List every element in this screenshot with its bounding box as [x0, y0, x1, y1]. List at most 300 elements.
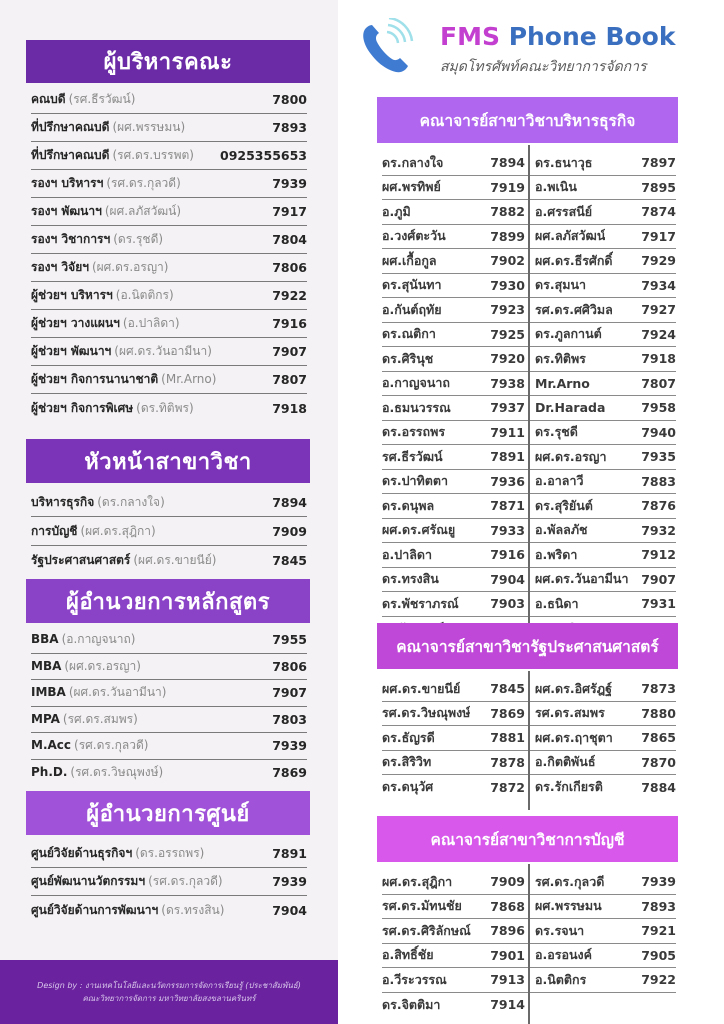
faculty-name: ดร.อรรถพร — [382, 424, 446, 440]
faculty-entry — [529, 494, 676, 519]
faculty-entry — [529, 347, 676, 372]
person-name: (ผศ.ดร.สุฎิกา) — [80, 523, 156, 538]
column-divider — [528, 671, 530, 810]
faculty-name: รศ.ดร.วิษณุพงษ์ — [382, 705, 471, 721]
person-name: (ผศ.ดร.อรญา) — [91, 260, 169, 274]
faculty-entry — [382, 176, 529, 201]
faculty-entry — [382, 968, 529, 993]
faculty-entry — [382, 225, 529, 250]
phone-extension: 7937 — [490, 400, 525, 416]
person-name: (รศ.ดร.บรรพต) — [112, 148, 194, 162]
faculty-name: อ.พเนิน — [535, 179, 577, 195]
phone-extension: 7918 — [641, 351, 676, 367]
contact-row — [31, 394, 307, 422]
phone-extension: 7927 — [641, 302, 676, 318]
faculty-name: อ.วงศ์ตะวัน — [382, 228, 446, 244]
faculty-entry — [529, 298, 676, 323]
faculty-name: อ.ธนิดา — [535, 595, 579, 611]
contact-row — [31, 86, 307, 114]
footer-line-1: Design by : งานเทคโนโลยีและนวัตกรรมการจัดการเรียนรู้ (ประชาสัมพันธ์) — [37, 981, 301, 990]
phone-extension: 7894 — [272, 494, 307, 510]
faculty-name: ผศ.ดร.ฤาชุตา — [535, 729, 613, 745]
title-phone-book: Phone Book — [508, 22, 676, 51]
faculty-name: ผศ.พรทิพย์ — [382, 179, 441, 195]
person-name: (ผศ.ดร.ขายนีย์) — [133, 553, 217, 567]
phone-extension: 7894 — [490, 155, 525, 171]
role-label: MPA — [31, 711, 60, 726]
contact-row — [31, 840, 307, 868]
role-label: รองฯ บริหารฯ — [31, 176, 104, 190]
person-name: (ดร.ทรงสิน) — [161, 902, 225, 917]
contact-label — [31, 901, 224, 920]
phone-extension: 7845 — [272, 553, 307, 568]
phone-extension: 7878 — [490, 754, 525, 770]
phone-extension: 7921 — [641, 923, 676, 939]
person-name: (ผศ.ลภัสวัฒน์) — [104, 204, 182, 218]
contact-row — [31, 760, 307, 787]
faculty-name: ผศ.ลภัสวัฒน์ — [535, 228, 606, 244]
contact-row — [31, 654, 307, 681]
role-label: รองฯ วิจัยฯ — [31, 260, 89, 274]
faculty-entry — [382, 372, 529, 397]
faculty-name: รศ.ดร.กุลวดี — [535, 873, 605, 889]
phone-extension: 7899 — [490, 228, 525, 244]
person-name: (รศ.ดร.กุลวดี) — [74, 738, 149, 753]
contact-label — [31, 844, 204, 863]
contact-label — [31, 872, 223, 891]
faculty-name: อ.วีระวรรณ — [382, 971, 447, 987]
faculty-entry — [529, 870, 676, 895]
contact-label — [31, 736, 148, 755]
phone-extension: 7922 — [272, 288, 307, 303]
faculty-entry — [529, 702, 676, 727]
phone-extension: 7871 — [490, 498, 525, 514]
faculty-name: อ.ศรรสนีย์ — [535, 203, 593, 219]
faculty-entry — [382, 775, 529, 800]
phone-extension: 7939 — [272, 874, 307, 889]
faculty-name: ดร.ธนาวุธ — [535, 154, 593, 170]
contact-label — [31, 551, 216, 570]
accounting-faculty-grid — [382, 870, 676, 1017]
phone-extension: 7938 — [490, 375, 525, 391]
contact-row — [31, 546, 307, 575]
phone-extension: 7902 — [490, 253, 525, 269]
phone-extension: 7845 — [490, 681, 525, 697]
phone-extension: 7932 — [641, 522, 676, 538]
phone-extension: 7807 — [272, 372, 307, 387]
faculty-name: อ.นิตติกร — [535, 971, 587, 987]
person-name: (ผศ.ดร.อรญา) — [64, 658, 141, 673]
dept-heads-header: หัวหน้าสาขาวิชา — [26, 439, 310, 483]
contact-row — [31, 114, 307, 142]
phone-extension: 7904 — [272, 902, 307, 918]
contact-label — [31, 399, 194, 418]
faculty-name: อ.ภูมิ — [382, 203, 411, 219]
phone-extension: 7868 — [490, 898, 525, 914]
contact-label — [31, 90, 135, 109]
person-name: (Mr.Arno) — [161, 372, 217, 386]
contact-row — [31, 254, 307, 282]
phone-extension: 7800 — [272, 92, 307, 107]
faculty-name: ดร.รจนา — [535, 922, 585, 938]
phone-extension: 7880 — [641, 705, 676, 721]
faculty-entry — [382, 519, 529, 544]
phone-extension: 7876 — [641, 498, 676, 514]
faculty-name: ดร.ธัญรดี — [382, 729, 435, 745]
faculty-name: ผศ.ดร.ขายนีย์ — [382, 680, 461, 696]
phone-extension: 7909 — [490, 874, 525, 890]
phone-extension: 7807 — [641, 375, 676, 391]
contact-row — [31, 282, 307, 310]
phone-extension: 7925 — [490, 326, 525, 342]
role-label: คณบดี — [31, 92, 66, 106]
role-label: ที่ปรึกษาคณบดี — [31, 120, 110, 134]
public-admin-faculty-grid — [382, 677, 676, 800]
role-label: ผู้ช่วยฯ กิจการนานาชาติ — [31, 372, 159, 386]
phone-extension: 7881 — [490, 730, 525, 746]
faculty-entry — [529, 751, 676, 776]
business-faculty-header: คณาจารย์สาขาวิชาบริหารธุรกิจ — [377, 97, 678, 143]
faculty-entry — [382, 895, 529, 920]
phone-extension: 7896 — [490, 923, 525, 939]
executives-header: ผู้บริหารคณะ — [26, 40, 310, 83]
role-label: MBA — [31, 658, 62, 673]
role-label: การบัญชี — [31, 523, 78, 538]
phone-extension: 7930 — [490, 277, 525, 293]
faculty-name: ดร.ดนุพล — [382, 497, 435, 513]
person-name: (รศ.ดร.กุลวดี) — [106, 176, 181, 190]
person-name: (รศ.ดร.กุลวดี) — [148, 874, 223, 888]
role-label: BBA — [31, 632, 59, 647]
footer-line-2: คณะวิทยาการจัดการ มหาวิทยาลัยสงขลานครินทร์ — [82, 994, 256, 1003]
contact-row — [31, 198, 307, 226]
faculty-entry — [382, 445, 529, 470]
phone-extension: 7909 — [272, 523, 307, 539]
contact-label — [31, 683, 166, 702]
phone-extension: 7955 — [272, 632, 307, 648]
person-name: (อ.นิตติกร) — [115, 288, 174, 302]
contact-label — [31, 493, 165, 512]
phone-extension: 7804 — [272, 232, 307, 247]
faculty-entry — [382, 702, 529, 727]
center-directors-header: ผู้อำนวยการศูนย์ — [26, 791, 310, 835]
person-name: (รศ.ดร.สมพร) — [62, 711, 138, 726]
phone-extension: 7897 — [641, 155, 676, 171]
phone-extension: 7918 — [272, 400, 307, 416]
role-label: IMBA — [31, 685, 66, 700]
faculty-entry — [529, 592, 676, 617]
public-admin-faculty-header: คณาจารย์สาขาวิชารัฐประศาสนศาสตร์ — [377, 623, 678, 669]
phone-extension: 7934 — [641, 277, 676, 293]
contact-row — [31, 170, 307, 198]
faculty-name: ดร.ทรงสิน — [382, 571, 439, 587]
faculty-name: ดร.ดนุวัศ — [382, 779, 434, 795]
contact-label — [31, 342, 212, 361]
contact-label — [31, 370, 216, 389]
business-faculty-grid — [382, 151, 676, 641]
faculty-entry — [382, 993, 529, 1018]
person-name: (ดร.รุชดี) — [113, 232, 164, 246]
faculty-name: ดร.กลางใจ — [382, 154, 444, 170]
faculty-name: อ.กาญจนาถ — [382, 375, 450, 391]
phone-signal-icon — [360, 18, 422, 74]
faculty-entry — [382, 249, 529, 274]
faculty-entry — [529, 372, 676, 397]
faculty-entry — [382, 298, 529, 323]
faculty-name: ผศ.ดร.สุฎิกา — [382, 873, 453, 889]
column-divider — [528, 864, 530, 1024]
faculty-name: ดร.จิตติมา — [382, 996, 441, 1012]
faculty-entry — [382, 543, 529, 568]
phone-extension: 7865 — [641, 730, 676, 746]
app-title — [440, 22, 675, 51]
phone-extension: 7933 — [490, 522, 525, 538]
faculty-name: อ.พัลลภัช — [535, 522, 588, 538]
faculty-entry — [529, 993, 676, 1018]
faculty-name: ดร.สุมนา — [535, 277, 587, 293]
contact-row — [31, 517, 307, 546]
accounting-faculty-header: คณาจารย์สาขาวิชาการบัญชี — [377, 816, 678, 862]
role-label: ผู้ช่วยฯ กิจการพิเศษ — [31, 400, 134, 415]
contact-label — [31, 258, 168, 277]
brand-header — [360, 18, 720, 78]
phone-extension: 7917 — [641, 228, 676, 244]
faculty-entry — [382, 347, 529, 372]
faculty-entry — [529, 176, 676, 201]
role-label: รองฯ วิชาการฯ — [31, 232, 111, 246]
phone-extension: 7893 — [272, 120, 307, 135]
phone-extension: 7912 — [641, 547, 676, 563]
faculty-name: ดร.รุชดี — [535, 424, 578, 440]
phone-extension: 7893 — [641, 898, 676, 914]
phone-extension: 7907 — [641, 571, 676, 587]
footer-credit — [0, 960, 338, 1024]
faculty-name: ดร.ณติกา — [382, 326, 436, 342]
phone-extension: 7920 — [490, 351, 525, 367]
faculty-entry — [529, 151, 676, 176]
phone-extension: 7891 — [272, 846, 307, 861]
faculty-entry — [529, 323, 676, 348]
phone-extension: 7958 — [641, 400, 676, 416]
faculty-entry — [529, 470, 676, 495]
person-name: (ผศ.ดร.วันอามีนา) — [114, 344, 212, 358]
person-name: (อ.ปาลิดา) — [122, 316, 180, 330]
faculty-entry — [382, 323, 529, 348]
phone-extension: 7874 — [641, 204, 676, 220]
phone-extension: 7869 — [490, 705, 525, 721]
role-label: ผู้ช่วยฯ บริหารฯ — [31, 288, 113, 302]
faculty-entry — [382, 274, 529, 299]
faculty-name: ดร.ภูลกานต์ — [535, 326, 602, 342]
contact-label — [31, 146, 194, 165]
faculty-name: ดร.สุนันทา — [382, 277, 442, 293]
faculty-entry — [382, 568, 529, 593]
contact-label — [31, 763, 163, 782]
faculty-entry — [529, 895, 676, 920]
phone-extension: 7895 — [641, 179, 676, 195]
faculty-entry — [529, 775, 676, 800]
faculty-entry — [529, 568, 676, 593]
contact-label — [31, 522, 156, 541]
phone-extension: 7913 — [490, 972, 525, 988]
faculty-entry — [529, 919, 676, 944]
program-directors-header: ผู้อำนวยการหลักสูตร — [26, 579, 310, 623]
faculty-name: รศ.ดร.ศศิวิมล — [535, 301, 613, 317]
faculty-entry — [382, 751, 529, 776]
phone-extension: 7806 — [272, 260, 307, 275]
phone-extension: 7873 — [641, 681, 676, 697]
phone-extension: 7806 — [272, 658, 307, 674]
faculty-entry — [529, 274, 676, 299]
phone-extension: 7939 — [272, 738, 307, 754]
faculty-name: อ.สิทธิ์ชัย — [382, 947, 434, 963]
contact-label — [31, 174, 181, 193]
role-label: ที่ปรึกษาคณบดี — [31, 148, 110, 162]
phone-extension: 7924 — [641, 326, 676, 342]
phone-extension: 7869 — [272, 765, 307, 781]
phone-extension: 7803 — [272, 711, 307, 727]
phone-extension: 7919 — [490, 179, 525, 195]
faculty-entry — [382, 677, 529, 702]
faculty-entry — [529, 396, 676, 421]
phone-extension: 0925355653 — [220, 148, 307, 163]
contact-row — [31, 627, 307, 654]
faculty-entry — [382, 200, 529, 225]
faculty-entry — [529, 249, 676, 274]
contact-label — [31, 230, 163, 249]
contact-row — [31, 868, 307, 896]
role-label: รองฯ พัฒนาฯ — [31, 204, 102, 218]
phone-extension: 7907 — [272, 685, 307, 701]
person-name: (ดร.ทิติพร) — [136, 400, 194, 415]
contact-row — [31, 488, 307, 517]
faculty-name: ผศ.พรรษมน — [535, 898, 602, 914]
role-label: ผู้ช่วยฯ วางแผนฯ — [31, 316, 120, 330]
app-subtitle: สมุดโทรศัพท์คณะวิทยาการจัดการ — [440, 59, 647, 75]
phone-extension: 7929 — [641, 253, 676, 269]
contact-row — [31, 896, 307, 924]
contact-row — [31, 680, 307, 707]
person-name: (ดร.กลางใจ) — [97, 494, 165, 509]
role-label: รัฐประศาสนศาสตร์ — [31, 553, 131, 567]
faculty-name: Mr.Arno — [535, 375, 590, 391]
faculty-entry — [382, 151, 529, 176]
faculty-name: อ.กิตติพันธ์ — [535, 754, 596, 770]
phone-extension: 7870 — [641, 754, 676, 770]
faculty-name: รศ.ดร.สมพร — [535, 705, 605, 721]
role-label: บริหารธุรกิจ — [31, 494, 95, 509]
person-name: (ดร.อรรถพร) — [135, 846, 205, 860]
phone-extension: 7884 — [641, 779, 676, 795]
faculty-entry — [529, 200, 676, 225]
phone-extension: 7939 — [272, 176, 307, 191]
faculty-name: อ.ธมนวรรณ — [382, 399, 451, 415]
person-name: (อ.กาญจนาถ) — [61, 632, 136, 647]
column-divider — [528, 145, 530, 651]
faculty-entry — [529, 968, 676, 993]
contact-label — [31, 657, 141, 676]
phone-extension: 7914 — [490, 997, 525, 1013]
contact-label — [31, 314, 180, 333]
phone-extension: 7883 — [641, 473, 676, 489]
faculty-name: ดร.สิริวิท — [382, 754, 432, 770]
role-label: Ph.D. — [31, 765, 68, 780]
contact-row — [31, 310, 307, 338]
faculty-name: ผศ.ดร.ศรัณยู — [382, 522, 456, 538]
phone-extension: 7936 — [490, 473, 525, 489]
phone-extension: 7922 — [641, 972, 676, 988]
faculty-name: อ.อาลาวี — [535, 473, 584, 489]
contact-row — [31, 707, 307, 734]
faculty-entry — [529, 543, 676, 568]
phone-extension: 7907 — [272, 344, 307, 359]
faculty-entry — [382, 494, 529, 519]
person-name: (รศ.ดร.วิษณุพงษ์) — [70, 765, 164, 780]
faculty-name: รศ.ดร.ศิริลักษณ์ — [382, 922, 471, 938]
faculty-entry — [382, 421, 529, 446]
contact-row — [31, 338, 307, 366]
role-label: ศูนย์วิจัยด้านการพัฒนาฯ — [31, 902, 159, 917]
contact-label — [31, 286, 174, 305]
contact-label — [31, 202, 181, 221]
contact-label — [31, 710, 138, 729]
contact-row — [31, 226, 307, 254]
phone-extension: 7903 — [490, 596, 525, 612]
contact-row — [31, 366, 307, 394]
phone-extension: 7940 — [641, 424, 676, 440]
person-name: (ผศ.ดร.วันอามีนา) — [68, 685, 167, 700]
faculty-entry — [382, 919, 529, 944]
phone-extension: 7935 — [641, 449, 676, 465]
phone-extension: 7916 — [272, 316, 307, 331]
faculty-name: ดร.พัชราภรณ์ — [382, 595, 459, 611]
faculty-entry — [382, 592, 529, 617]
phone-extension: 7931 — [641, 596, 676, 612]
faculty-name: รศ.ธีรวัฒน์ — [382, 448, 443, 464]
faculty-name: ดร.ทิติพร — [535, 350, 586, 366]
faculty-name: ดร.ปาทิตตา — [382, 473, 449, 489]
contact-row — [31, 733, 307, 760]
title-fms: FMS — [440, 22, 500, 51]
faculty-name: ดร.รักเกียรติ — [535, 779, 603, 795]
phone-extension: 7939 — [641, 874, 676, 890]
phone-extension: 7891 — [490, 449, 525, 465]
faculty-name: อ.ปาลิดา — [382, 546, 433, 562]
faculty-entry — [382, 870, 529, 895]
faculty-entry — [382, 726, 529, 751]
contact-label — [31, 118, 185, 137]
phone-extension: 7916 — [490, 547, 525, 563]
phone-extension: 7917 — [272, 204, 307, 219]
faculty-name: ผศ.ดร.ธีรศักดิ์ — [535, 252, 613, 268]
faculty-name: อ.พริดา — [535, 546, 578, 562]
phone-extension: 7904 — [490, 571, 525, 587]
faculty-name: อ.กันต์ฤทัย — [382, 301, 442, 317]
faculty-entry — [529, 225, 676, 250]
faculty-entry — [529, 726, 676, 751]
faculty-entry — [529, 421, 676, 446]
phone-extension: 7923 — [490, 302, 525, 318]
faculty-entry — [529, 519, 676, 544]
phone-extension: 7901 — [490, 947, 525, 963]
faculty-name: ผศ.ดร.อิศรัฎฐ์ — [535, 680, 613, 696]
phone-extension: 7872 — [490, 779, 525, 795]
faculty-entry — [529, 944, 676, 969]
faculty-entry — [382, 396, 529, 421]
faculty-name: Dr.Harada — [535, 400, 606, 416]
phone-extension: 7882 — [490, 204, 525, 220]
contact-label — [31, 630, 135, 649]
